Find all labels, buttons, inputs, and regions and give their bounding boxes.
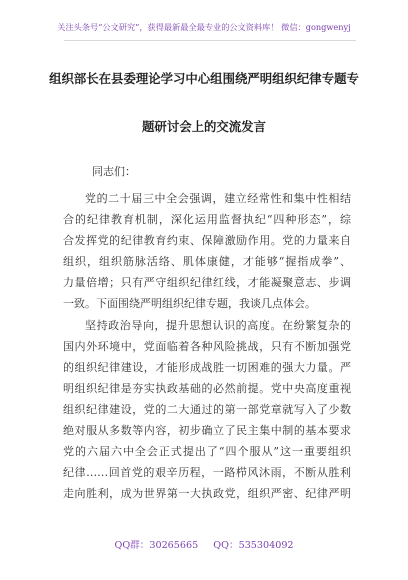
body-line: 合发挥党的纪律教育约束、保障激励作用。党的力量来自 xyxy=(63,234,351,248)
body-line: 合的纪律教育机制，深化运用监督执纪“四种形态”，综 xyxy=(63,213,351,227)
body-line: 组织纪律建设，党的二大通过的第一部党章就写入了少数 xyxy=(63,402,351,416)
footer-qq-group: QQ群：30265665 xyxy=(114,540,199,551)
body-line: 绝对服从多数等内容，初步确立了民主集中制的基本要求 xyxy=(63,424,351,438)
body-line: 的组织纪律建设，才能形成战胜一切困难的强大力量。严 xyxy=(63,360,351,374)
body-line: 一致。下面围绕严明组织纪律专题，我谈几点体会。 xyxy=(63,297,316,311)
body-line: 力量倍增；只有严守组织纪律红线，才能凝聚意志、步调 xyxy=(63,276,351,290)
footer-contact xyxy=(0,537,408,551)
document-title-line-2: 题研讨会上的交流发言 xyxy=(142,119,266,134)
body-line: 党的六届六中全会正式提出了“四个服从”这一重要组织 xyxy=(63,445,351,459)
body-line: 党的二十届三中全会强调，建立经常性和集中性相结 xyxy=(85,192,351,205)
body-text xyxy=(63,188,351,504)
body-line: 明组织纪律是夯实执政基础的必然前提。党中央高度重视 xyxy=(63,381,351,395)
header-banner: 关注头条号“公文研究”，获得最新最全最专业的公文资料库！ 微信：gongwenyj xyxy=(57,22,351,32)
body-line: 国内外环境中，党面临着各种风险挑战，只有不断加强党 xyxy=(63,339,351,353)
body-line: 纪律……回首党的艰辛历程，一路栉风沐雨，不断从胜利 xyxy=(63,466,351,480)
footer-qq-number: QQ：535304092 xyxy=(213,540,294,551)
body-line: 走向胜利，成为世界第一大执政党，组织严密、纪律严明 xyxy=(63,487,351,501)
body-line: 坚持政治导向，提升思想认识的高度。在纷繁复杂的 xyxy=(85,318,351,332)
salutation: 同志们： xyxy=(92,165,136,178)
header-divider xyxy=(64,40,356,41)
document-title-line-1: 组织部长在县委理论学习中心组围绕严明组织纪律专题专 xyxy=(49,71,359,86)
body-line: 组织，组织筋脉活络、肌体康健，才能够“握指成拳”、 xyxy=(63,255,351,269)
